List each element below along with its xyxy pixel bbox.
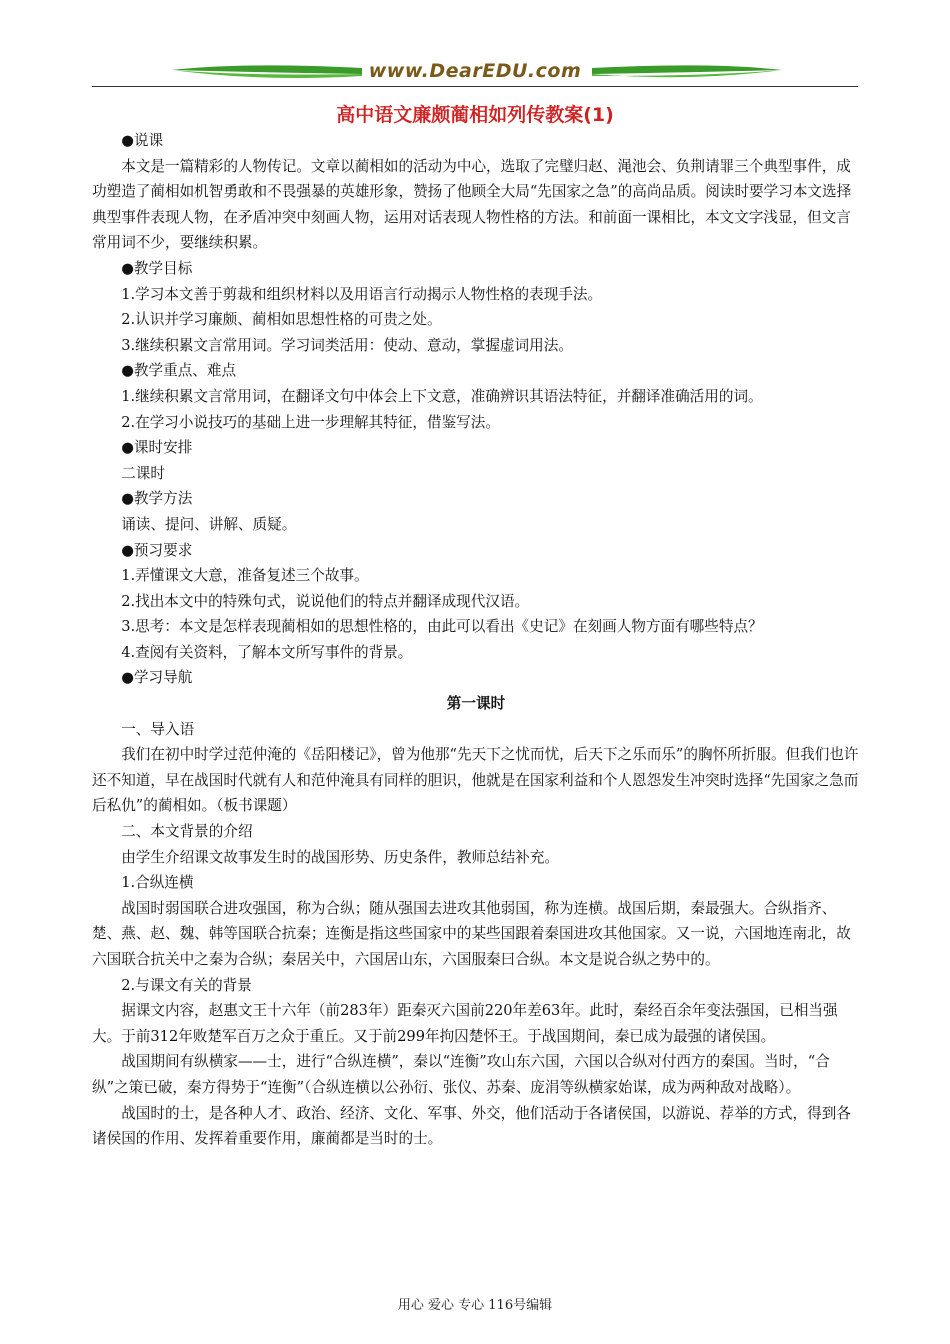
list-item: 2.找出本文中的特殊句式，说说他们的特点并翻译成现代汉语。 xyxy=(121,592,530,610)
list-item: 3.继续积累文言常用词。学习词类活用：使动、意动，掌握虚词用法。 xyxy=(121,336,573,354)
site-logo: www.DearEDU.com xyxy=(368,60,582,82)
paragraph-related-1: 据课文内容，赵惠文王十六年（前283年）距秦灭六国前220年差63年。此时，秦经百余年变法强国，已相当强大。于前312年败楚军百万之众于重丘。又于前299年拘囚楚怀王。于战国期间，秦已成为最强的诸侯国。 xyxy=(92,1002,838,1045)
paragraph-keshi: 二课时 xyxy=(121,464,165,482)
paragraph-fangfa: 诵读、提问、讲解、质疑。 xyxy=(121,515,297,533)
site-header-banner xyxy=(92,56,858,90)
section-heading-daohang: ●学习导航 xyxy=(121,669,193,687)
section-heading-yuxi: ●预习要求 xyxy=(121,541,193,559)
paragraph-hezong: 战国时弱国联合进攻强国，称为合纵；随从强国去进攻其他弱国，称为连横。战国后期，秦最强大。合纵指齐、楚、燕、赵、魏、韩等国联合抗秦；连衡是指这些国家中的某些国跟着秦国进攻其他国家。又一说，六国地连南北，故六国联合抗关中之秦为合纵；秦居关中，六国居山东，六国服秦曰合纵。本文是说合纵之势中的。 xyxy=(92,899,851,968)
section-heading-mubiao: ●教学目标 xyxy=(121,259,193,277)
paragraph-related-2: 战国期间有纵横家——士，进行“合纵连横”，秦以“连衡”攻山东六国，六国以合纵对付西方的秦国。当时，“合纵”之策已破，秦方得势于“连衡”（合纵连横以公孙衍、张仪、苏秦、庞涓等纵横家始谋，成为两种敌对战略）。 xyxy=(92,1053,830,1096)
paragraph-related-3: 战国时的士，是各种人才、政治、经济、文化、军事、外交，他们活动于各诸侯国，以游说、荐举的方式，得到各诸侯国的作用、发挥着重要作用，廉蔺都是当时的士。 xyxy=(92,1104,851,1148)
header-divider xyxy=(92,86,858,87)
list-item: 2.认识并学习廉颇、蔺相如思想性格的可贵之处。 xyxy=(121,311,442,329)
paragraph-background: 由学生介绍课文故事发生时的战国形势、历史条件，教师总结补充。 xyxy=(121,848,560,866)
list-item: 1.继续积累文言常用词，在翻译文句中体会上下文意，准确辨识其语法特征，并翻译准确活用的词。 xyxy=(121,387,763,405)
list-item: 1.弄懂课文大意，准备复述三个故事。 xyxy=(121,567,369,585)
subheading-intro: 一、导入语 xyxy=(121,720,195,738)
subheading-related: 2.与课文有关的背景 xyxy=(121,976,252,994)
section-heading-shuoke: ●说课 xyxy=(121,132,164,149)
list-item: 2.在学习小说技巧的基础上进一步理解其特征，借鉴写法。 xyxy=(121,413,500,431)
list-item: 3.思考：本文是怎样表现蔺相如的思想性格的，由此可以看出《史记》在刻画人物方面有哪些特点？ xyxy=(121,618,763,636)
lesson-heading: 第一课时 xyxy=(446,695,506,713)
paragraph-shuoke: 本文是一篇精彩的人物传记。文章以蔺相如的活动为中心，选取了完璧归赵、渑池会、负荆请罪三个典型事件，成功塑造了蔺相如机智勇敢和不畏强暴的英雄形象，赞扬了他顾全大局“先国家之急”的高尚品质。阅读时要学习本文选择典型事件表现人物，在矛盾冲突中刻画人物，运用对话表现人物性格的方法。和前面一课相比，本文文字浅显，但文言常用词不少，要继续积累。 xyxy=(92,157,852,252)
list-item: 4.查阅有关资料，了解本文所写事件的背景。 xyxy=(121,643,413,661)
page-title: 高中语文廉颇蔺相如列传教案(1) xyxy=(336,104,614,126)
section-heading-fangfa: ●教学方法 xyxy=(121,490,193,508)
document-body xyxy=(92,128,860,1152)
section-heading-zhongdian: ●教学重点、难点 xyxy=(121,362,237,380)
section-heading-keshi: ●课时安排 xyxy=(121,439,193,457)
subheading-background: 二、本文背景的介绍 xyxy=(121,823,253,841)
list-item: 1.学习本文善于剪裁和组织材料以及用语言行动揭示人物性格的表现手法。 xyxy=(121,285,603,303)
paragraph-intro: 我们在初中时学过范仲淹的《岳阳楼记》，曾为他那“先天下之忧而忧，后天下之乐而乐”的胸怀所折服。但我们也许还不知道，早在战国时代就有人和范仲淹具有同样的胆识，他就是在国家利益和个人恩怨发生冲突时选择“先国家之急而后私仇”的蔺相如。（板书课题） xyxy=(92,746,859,815)
subheading-hezong: 1.合纵连横 xyxy=(121,874,194,892)
page-footer: 用心 爱心 专心 116号编辑 xyxy=(397,1298,553,1313)
